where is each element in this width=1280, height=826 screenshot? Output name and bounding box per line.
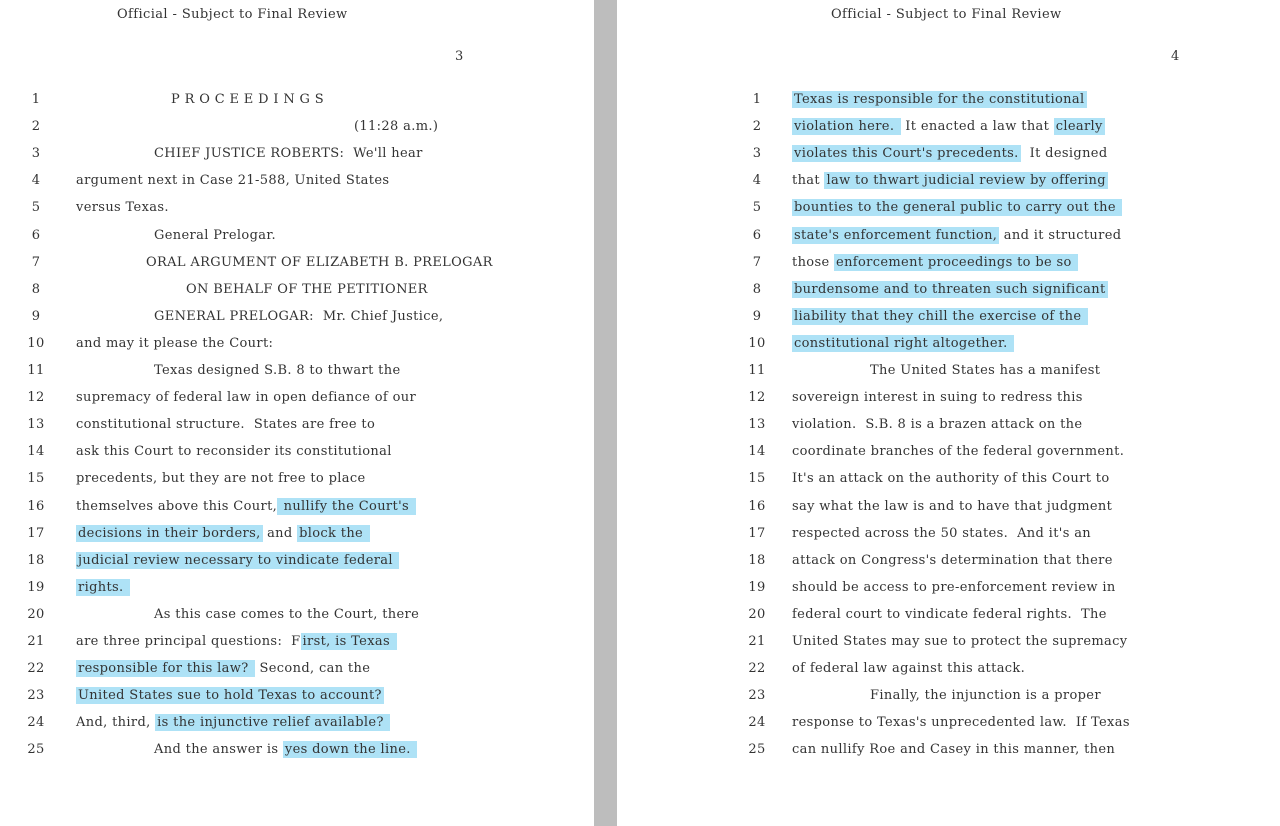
highlighted-text: block the	[299, 525, 368, 541]
line-number: 24	[748, 715, 766, 731]
line-text	[76, 493, 416, 520]
text-segment: P R O C E E D I N G S	[171, 92, 325, 107]
highlighted-text: irst, is Texas	[302, 634, 395, 649]
line-number: 10	[27, 335, 45, 351]
text-segment: coordinate branches of the federal government.	[792, 444, 1125, 460]
line-text	[792, 384, 1083, 411]
text-segment: And the answer is	[154, 742, 283, 758]
line-text	[76, 330, 273, 357]
transcript-line	[617, 222, 1280, 249]
line-number: 12	[27, 390, 45, 406]
line-number: 7	[752, 254, 762, 270]
text-segment: It designed	[1020, 146, 1108, 162]
line-text	[76, 438, 392, 465]
text-segment: argument next in Case 21-588, United States	[76, 173, 390, 189]
text-segment: are three principal questions: F	[76, 634, 301, 649]
transcript-line	[617, 682, 1280, 709]
text-segment: United States may sue to protect the supremacy	[792, 634, 1128, 649]
line-number: 23	[748, 688, 766, 704]
text-segment: violation. S.B. 8 is a brazen attack on the	[792, 417, 1083, 433]
line-number: 14	[27, 444, 45, 460]
line-number: 15	[748, 471, 766, 487]
highlighted-text: yes down the line.	[284, 742, 416, 758]
text-segment: General Prelogar.	[154, 227, 276, 243]
line-text	[76, 655, 370, 682]
text-segment: It's an attack on the authority of this Court to	[792, 471, 1110, 487]
transcript-line	[0, 547, 594, 574]
line-number: 3	[31, 146, 41, 162]
line-number: 6	[31, 227, 41, 243]
line-text	[76, 601, 419, 628]
line-number: 20	[27, 606, 45, 622]
line-text	[76, 249, 493, 276]
line-number: 16	[748, 498, 766, 514]
highlighted-text: law to thwart judicial review by offering	[826, 173, 1106, 189]
transcript-line	[617, 520, 1280, 547]
line-number: 18	[27, 552, 45, 568]
transcript-line	[617, 547, 1280, 574]
line-text	[76, 194, 169, 221]
line-number: 24	[27, 715, 45, 731]
line-text	[792, 628, 1127, 655]
line-number: 5	[752, 200, 762, 216]
text-segment: versus Texas.	[76, 200, 169, 216]
line-text	[792, 357, 1100, 384]
highlighted-text: judicial review necessary to vindicate federal	[78, 552, 398, 568]
line-text	[792, 113, 1105, 140]
text-segment: It enacted a law that	[900, 119, 1054, 135]
line-text	[76, 113, 438, 140]
transcript-line	[617, 655, 1280, 682]
text-segment: precedents, but they are not free to place	[76, 471, 366, 487]
text-segment: supremacy of federal law in open defiance of our	[76, 390, 417, 406]
line-number: 7	[31, 254, 41, 270]
transcript-line	[0, 438, 594, 465]
line-number: 4	[31, 173, 41, 189]
text-segment: response to Texas's unprecedented law. If Texas	[792, 715, 1130, 731]
text-segment: sovereign interest in suing to redress this	[792, 390, 1083, 406]
line-text	[792, 438, 1124, 465]
transcript-line	[0, 709, 594, 736]
transcript-line	[617, 276, 1280, 303]
transcript-line	[617, 194, 1280, 221]
line-text	[76, 736, 417, 763]
line-number: 18	[748, 552, 766, 568]
line-text	[792, 411, 1082, 438]
page-number: 4	[1171, 49, 1180, 64]
transcript-line	[617, 140, 1280, 167]
highlighted-text: rights.	[78, 579, 129, 595]
line-text	[792, 601, 1107, 628]
transcript-line	[0, 384, 594, 411]
line-text	[792, 222, 1121, 249]
line-text	[792, 655, 1025, 682]
text-segment: attack on Congress's determination that there	[792, 552, 1113, 568]
transcript-line	[0, 140, 594, 167]
text-segment: and it structured	[999, 227, 1122, 243]
transcript-line	[0, 628, 594, 655]
transcript-line	[0, 357, 594, 384]
line-number: 25	[748, 742, 766, 758]
transcript-line	[0, 330, 594, 357]
line-number: 21	[27, 634, 45, 649]
line-text	[792, 520, 1091, 547]
transcript-line	[0, 601, 594, 628]
line-number: 11	[748, 363, 766, 378]
transcript-line	[617, 628, 1280, 655]
transcript-line	[617, 330, 1280, 357]
transcript-line	[0, 249, 594, 276]
line-number: 1	[752, 92, 762, 107]
text-segment: ask this Court to reconsider its constitutional	[76, 444, 392, 460]
highlighted-text: United States sue to hold Texas to account?	[78, 688, 382, 704]
highlighted-text: burdensome and to threaten such significant	[794, 281, 1106, 297]
line-text	[76, 222, 276, 249]
line-number: 5	[31, 200, 41, 216]
text-segment: GENERAL PRELOGAR: Mr. Chief Justice,	[154, 308, 444, 324]
line-number: 17	[27, 525, 45, 541]
line-text	[792, 194, 1122, 221]
transcript-line	[617, 303, 1280, 330]
highlighted-text: is the injunctive relief available?	[157, 715, 389, 731]
line-number: 17	[748, 525, 766, 541]
text-segment: respected across the 50 states. And it's an	[792, 525, 1092, 541]
text-segment: say what the law is and to have that judgment	[792, 498, 1113, 514]
highlighted-text: enforcement proceedings to be so	[836, 254, 1077, 270]
line-text	[76, 167, 389, 194]
line-text	[792, 303, 1088, 330]
text-segment: that	[792, 173, 825, 189]
header-text: Official - Subject to Final Review	[117, 7, 348, 22]
text-segment: ON BEHALF OF THE PETITIONER	[186, 281, 428, 297]
line-number: 19	[748, 579, 766, 595]
text-segment: As this case comes to the Court, there	[154, 606, 420, 622]
line-text	[792, 86, 1087, 113]
transcript-line	[617, 167, 1280, 194]
line-number: 8	[31, 281, 41, 297]
text-segment: federal court to vindicate federal rights. The	[792, 606, 1107, 622]
line-text	[792, 709, 1130, 736]
line-text	[76, 303, 443, 330]
highlighted-text: Texas is responsible for the constitutional	[794, 92, 1085, 107]
text-segment: ORAL ARGUMENT OF ELIZABETH B. PRELOGAR	[146, 254, 493, 270]
line-number: 22	[27, 661, 45, 677]
line-text	[792, 167, 1108, 194]
line-number: 19	[27, 579, 45, 595]
transcript-line	[617, 86, 1280, 113]
line-text	[76, 682, 384, 709]
transcript-line	[0, 493, 594, 520]
transcript-line	[617, 601, 1280, 628]
text-segment: (11:28 a.m.)	[354, 119, 439, 135]
header-text: Official - Subject to Final Review	[831, 7, 1062, 22]
text-segment: Finally, the injunction is a proper	[870, 688, 1101, 704]
line-text	[76, 709, 390, 736]
transcript-line	[0, 167, 594, 194]
transcript-line	[0, 276, 594, 303]
transcript-line	[0, 465, 594, 492]
transcript-line	[0, 194, 594, 221]
transcript-line	[617, 438, 1280, 465]
text-segment: Second, can the	[255, 661, 371, 677]
line-number: 14	[748, 444, 766, 460]
transcript-line	[0, 411, 594, 438]
page-number: 3	[455, 49, 464, 64]
highlighted-text: bounties to the general public to carry out the	[794, 200, 1121, 216]
line-number: 3	[752, 146, 762, 162]
transcript-line	[617, 249, 1280, 276]
line-number: 22	[748, 661, 766, 677]
transcript-page-4	[617, 0, 1280, 826]
transcript-line	[617, 357, 1280, 384]
highlighted-text: state's enforcement function,	[794, 227, 998, 243]
line-number: 15	[27, 471, 45, 487]
line-number: 11	[27, 363, 45, 378]
line-number: 20	[748, 606, 766, 622]
transcript-line	[617, 113, 1280, 140]
line-number: 2	[752, 119, 762, 135]
highlighted-text: violation here.	[794, 119, 899, 135]
highlighted-text: nullify the Court's	[279, 498, 414, 514]
transcript-line	[617, 493, 1280, 520]
line-number: 9	[752, 308, 762, 324]
transcript-line	[0, 520, 594, 547]
line-text	[76, 86, 324, 113]
line-text	[792, 493, 1112, 520]
text-segment: constitutional structure. States are free to	[76, 417, 376, 433]
transcript-line	[0, 222, 594, 249]
text-segment: And, third,	[76, 715, 156, 731]
line-text	[76, 411, 375, 438]
line-number: 9	[31, 308, 41, 324]
transcript-line	[0, 736, 594, 763]
line-text	[792, 465, 1110, 492]
line-text	[792, 140, 1108, 167]
text-segment: CHIEF JUSTICE ROBERTS: We'll hear	[154, 146, 423, 162]
transcript-line	[0, 574, 594, 601]
line-text	[76, 465, 366, 492]
highlighted-text: constitutional right altogether.	[794, 335, 1013, 351]
line-number: 2	[31, 119, 41, 135]
text-segment: Texas designed S.B. 8 to thwart the	[154, 363, 401, 378]
transcript-line	[617, 736, 1280, 763]
transcript-line	[0, 655, 594, 682]
line-text	[76, 574, 130, 601]
text-segment: The United States has a manifest	[870, 363, 1101, 378]
text-segment: and	[262, 525, 298, 541]
text-segment: should be access to pre-enforcement review in	[792, 579, 1116, 595]
highlighted-text: liability that they chill the exercise of the	[794, 308, 1086, 324]
line-number: 10	[748, 335, 766, 351]
line-text	[792, 574, 1116, 601]
highlighted-text: responsible for this law?	[78, 661, 254, 677]
line-text	[76, 140, 423, 167]
line-text	[76, 520, 370, 547]
transcript-line	[617, 411, 1280, 438]
line-text	[792, 682, 1101, 709]
line-number: 4	[752, 173, 762, 189]
line-text	[792, 249, 1078, 276]
line-text	[76, 276, 428, 303]
line-text	[792, 276, 1108, 303]
transcript-line	[617, 465, 1280, 492]
transcript-line	[617, 384, 1280, 411]
line-text	[76, 547, 399, 574]
transcript-line	[0, 113, 594, 140]
line-text	[76, 357, 401, 384]
line-number: 13	[27, 417, 45, 433]
line-number: 25	[27, 742, 45, 758]
highlighted-text: violates this Court's precedents.	[794, 146, 1019, 162]
line-number: 12	[748, 390, 766, 406]
line-text	[76, 384, 416, 411]
text-segment: of federal law against this attack.	[792, 661, 1026, 677]
line-text	[792, 547, 1113, 574]
highlighted-text: decisions in their borders,	[78, 525, 261, 541]
line-number: 6	[752, 227, 762, 243]
transcript-line	[617, 709, 1280, 736]
line-text	[792, 736, 1115, 763]
line-text	[792, 330, 1014, 357]
transcript-page-3	[0, 0, 594, 826]
line-text	[76, 628, 397, 655]
line-number: 16	[27, 498, 45, 514]
text-segment: can nullify Roe and Casey in this manner, then	[792, 742, 1116, 758]
transcript-line	[0, 86, 594, 113]
line-number: 23	[27, 688, 45, 704]
text-segment: those	[792, 254, 835, 270]
line-number: 8	[752, 281, 762, 297]
text-segment: themselves above this Court,	[76, 498, 278, 514]
transcript-line	[0, 303, 594, 330]
line-number: 1	[31, 92, 41, 107]
transcript-line	[0, 682, 594, 709]
text-segment: and may it please the Court:	[76, 335, 274, 351]
line-number: 13	[748, 417, 766, 433]
highlighted-text: clearly	[1055, 119, 1103, 135]
transcript-line	[617, 574, 1280, 601]
line-number: 21	[748, 634, 766, 649]
